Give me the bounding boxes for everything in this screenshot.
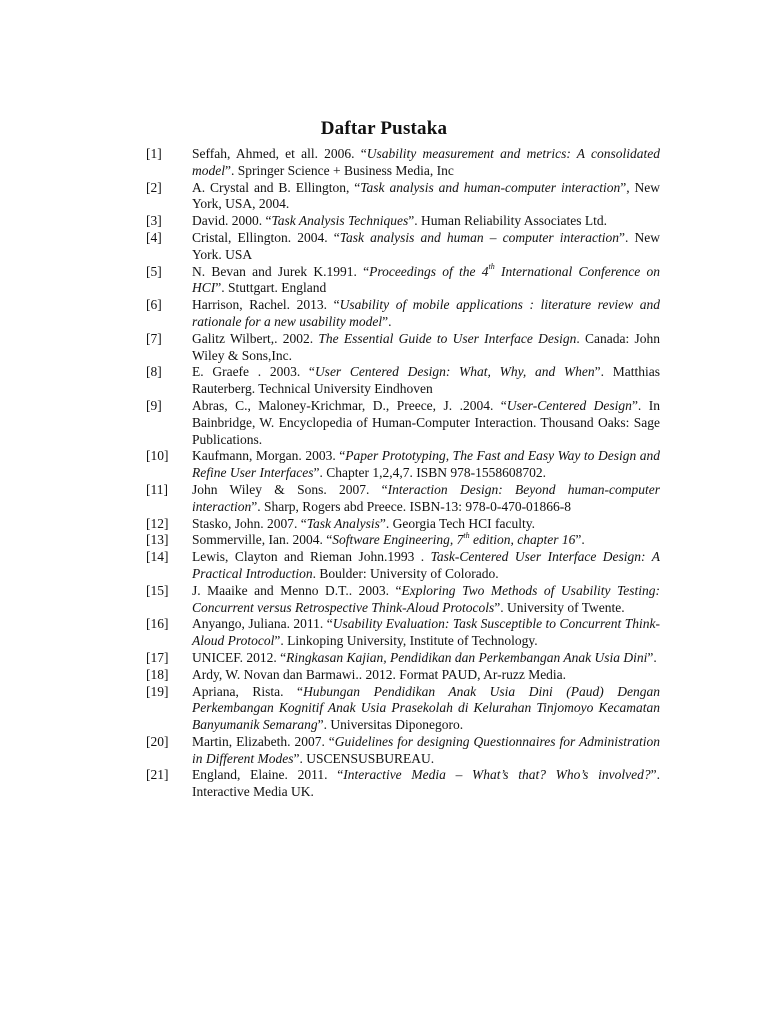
reference-number: [4] xyxy=(146,229,162,245)
reference-entry xyxy=(146,650,660,667)
reference-text xyxy=(192,767,660,801)
text-run: ”. xyxy=(575,532,585,548)
reference-entry xyxy=(146,583,660,617)
reference-number: [21] xyxy=(146,767,169,783)
reference-text xyxy=(192,213,660,230)
reference-number: [11] xyxy=(146,481,168,497)
reference-text xyxy=(192,516,660,533)
reference-number: [16] xyxy=(146,616,169,632)
reference-text xyxy=(192,734,660,768)
italic-title: Interaction Design: Beyond human-computer interaction xyxy=(192,481,660,514)
text-run: A. Crystal and B. Ellington, “ xyxy=(192,179,361,195)
reference-number: [6] xyxy=(146,297,162,313)
reference-text xyxy=(192,264,660,298)
reference-entry xyxy=(146,364,660,398)
italic-title: Interactive Media – What’s that? Who’s involved? xyxy=(343,767,651,783)
reference-entry xyxy=(146,398,660,448)
reference-entry xyxy=(146,448,660,482)
reference-number: [10] xyxy=(146,448,169,464)
text-run: N. Bevan and Jurek K.1991. “ xyxy=(192,263,370,279)
reference-entry xyxy=(146,616,660,650)
text-run: Stasko, John. 2007. “ xyxy=(192,515,307,531)
text-run: ”. USCENSUSBUREAU. xyxy=(293,750,435,766)
italic-title: Software Engineering, 7 xyxy=(332,532,464,548)
reference-text xyxy=(192,650,660,667)
reference-entry xyxy=(146,482,660,516)
text-run: Martin, Elizabeth. 2007. “ xyxy=(192,733,335,749)
text-run: ”. Linkoping University, Institute of Technology. xyxy=(274,633,538,649)
reference-number: [18] xyxy=(146,666,169,682)
reference-text xyxy=(192,583,660,617)
italic-title: Task Analysis Techniques xyxy=(271,213,409,229)
reference-text xyxy=(192,297,660,331)
text-run: . Canada: John Wiley & Sons,Inc. xyxy=(192,330,660,363)
reference-number: [17] xyxy=(146,649,169,665)
reference-text xyxy=(192,482,660,516)
reference-number: [20] xyxy=(146,733,169,749)
italic-title: Usability measurement and metrics: A consolidated model xyxy=(192,146,660,178)
reference-entry xyxy=(146,297,660,331)
text-run: . Boulder: University of Colorado. xyxy=(312,565,499,581)
reference-text xyxy=(192,364,660,398)
text-run: Anyango, Juliana. 2011. “ xyxy=(192,616,333,632)
reference-entry xyxy=(146,549,660,583)
reference-entry xyxy=(146,146,660,180)
reference-entry xyxy=(146,264,660,298)
text-run: ”. Universitas Diponegoro. xyxy=(317,717,464,733)
text-run: Sommerville, Ian. 2004. “ xyxy=(192,532,333,548)
text-run: Cristal, Ellington. 2004. “ xyxy=(192,229,340,245)
reference-text xyxy=(192,331,660,365)
text-run: ”. Chapter 1,2,4,7. ISBN 978-1558608702. xyxy=(313,465,546,481)
reference-number: [3] xyxy=(146,213,162,229)
text-run: Kaufmann, Morgan. 2003. “ xyxy=(192,448,346,464)
text-run: ”. xyxy=(382,313,392,329)
italic-title: Ringkasan Kajian, Pendidikan dan Perkembangan Anak Usia Dini xyxy=(286,649,648,665)
reference-entry xyxy=(146,767,660,801)
reference-entry xyxy=(146,532,660,549)
reference-text xyxy=(192,532,660,549)
reference-number: [13] xyxy=(146,532,169,548)
reference-number: [8] xyxy=(146,364,162,380)
text-run: ”. Georgia Tech HCI faculty. xyxy=(379,515,536,531)
text-run: Ardy, W. Novan dan Barmawi.. 2012. Format PAUD, Ar-ruzz Media. xyxy=(192,666,567,682)
italic-title: User Centered Design: What, Why, and When xyxy=(314,364,595,380)
italic-title: Hubungan Pendidikan Anak Usia Dini (Paud) Dengan Perkembangan Kognitif Anak Usia Prasekolah di Kelurahan Tinjomoyo Kecamatan Banyumanik Semarang xyxy=(192,683,660,733)
reference-text xyxy=(192,616,660,650)
text-run: UNICEF. 2012. “ xyxy=(192,649,287,665)
superscript: th xyxy=(463,530,470,540)
reference-text xyxy=(192,684,660,734)
reference-number: [1] xyxy=(146,146,162,161)
italic-title: The Essential Guide to User Interface Design xyxy=(318,330,577,346)
reference-text xyxy=(192,146,660,180)
page-title: Daftar Pustaka xyxy=(320,118,448,139)
italic-title: Paper Prototyping, The Fast and Easy Way to Design and Refine User Interfaces xyxy=(192,448,660,481)
italic-title: User-Centered Design xyxy=(506,397,632,413)
reference-text xyxy=(192,230,660,264)
reference-number: [2] xyxy=(146,179,162,195)
superscript: th xyxy=(488,262,495,272)
text-run: Harrison, Rachel. 2013. “ xyxy=(192,297,340,313)
reference-entry xyxy=(146,684,660,734)
text-run: ”. Sharp, Rogers abd Preece. ISBN-13: 978-0-470-01866-8 xyxy=(251,498,572,514)
reference-number: [9] xyxy=(146,397,162,413)
text-run: E. Graefe . 2003. “ xyxy=(192,364,315,380)
text-run: Abras, C., Maloney-Krichmar, D., Preece, J. .2004. “ xyxy=(192,397,507,413)
reference-number: [12] xyxy=(146,515,169,531)
italic-title: Task analysis and human-computer interaction xyxy=(360,179,621,195)
text-run: ”. Springer Science + Business Media, Inc xyxy=(225,162,454,178)
text-run: J. Maaike and Menno D.T.. 2003. “ xyxy=(192,582,402,598)
reference-text xyxy=(192,549,660,583)
reference-number: [5] xyxy=(146,263,162,279)
italic-title: International Conference on HCI xyxy=(192,263,660,296)
text-run: ”. xyxy=(647,649,657,665)
text-run: ”, New York, USA, 2004. xyxy=(192,179,660,212)
italic-title: Usability Evaluation: Task Susceptible to Concurrent Think-Aloud Protocol xyxy=(192,616,660,649)
reference-entry xyxy=(146,331,660,365)
text-run: John Wiley & Sons. 2007. “ xyxy=(192,481,388,497)
text-run: Lewis, Clayton and Rieman John.1993 . xyxy=(192,549,431,565)
text-run: ”. Human Reliability Associates Ltd. xyxy=(408,213,607,229)
reference-entry xyxy=(146,213,660,230)
reference-number: [14] xyxy=(146,549,169,565)
text-run: ”. New York. USA xyxy=(192,229,660,262)
reference-list xyxy=(146,146,660,801)
reference-entry xyxy=(146,180,660,214)
italic-title: Task Analysis xyxy=(306,515,380,531)
text-run: ”. Stuttgart. England xyxy=(215,280,327,296)
italic-title: Usability of mobile applications : literature review and rationale for a new usability model xyxy=(192,297,660,329)
reference-entry xyxy=(146,230,660,264)
reference-text xyxy=(192,667,660,684)
italic-title: Task analysis and human – computer interaction xyxy=(339,229,620,245)
italic-title: Guidelines for designing Questionnaires for Administration in Different Modes xyxy=(192,733,660,766)
text-run: ”. Matthias Rauterberg. Technical University Eindhoven xyxy=(192,364,660,397)
reference-text xyxy=(192,448,660,482)
reference-entry xyxy=(146,516,660,533)
reference-number: [7] xyxy=(146,330,162,346)
italic-title: Proceedings of the 4 xyxy=(369,263,489,279)
text-run: Seffah, Ahmed, et all. 2006. “ xyxy=(192,146,367,161)
italic-title: Task-Centered User Interface Design: A Practical Introduction xyxy=(192,549,660,581)
text-run: Apriana, Rista. “ xyxy=(192,683,304,699)
text-run: ”. In Bainbridge, W. Encyclopedia of Human-Computer Interaction. Thousand Oaks: Sage Publications. xyxy=(192,397,660,447)
reference-number: [19] xyxy=(146,683,169,699)
text-run: ”. University of Twente. xyxy=(494,599,625,615)
italic-title: edition, chapter 16 xyxy=(469,532,576,548)
reference-number: [15] xyxy=(146,582,169,598)
reference-text xyxy=(192,398,660,448)
reference-entry xyxy=(146,667,660,684)
reference-text xyxy=(192,180,660,214)
text-run: England, Elaine. 2011. “ xyxy=(192,767,344,783)
reference-entry xyxy=(146,734,660,768)
text-run: David. 2000. “ xyxy=(192,213,272,229)
italic-title: Exploring Two Methods of Usability Testing: Concurrent versus Retrospective Think-Aloud Protocols xyxy=(192,582,660,615)
text-run: Galitz Wilbert,. 2002. xyxy=(192,330,319,346)
text-run: ”. Interactive Media UK. xyxy=(192,767,660,800)
